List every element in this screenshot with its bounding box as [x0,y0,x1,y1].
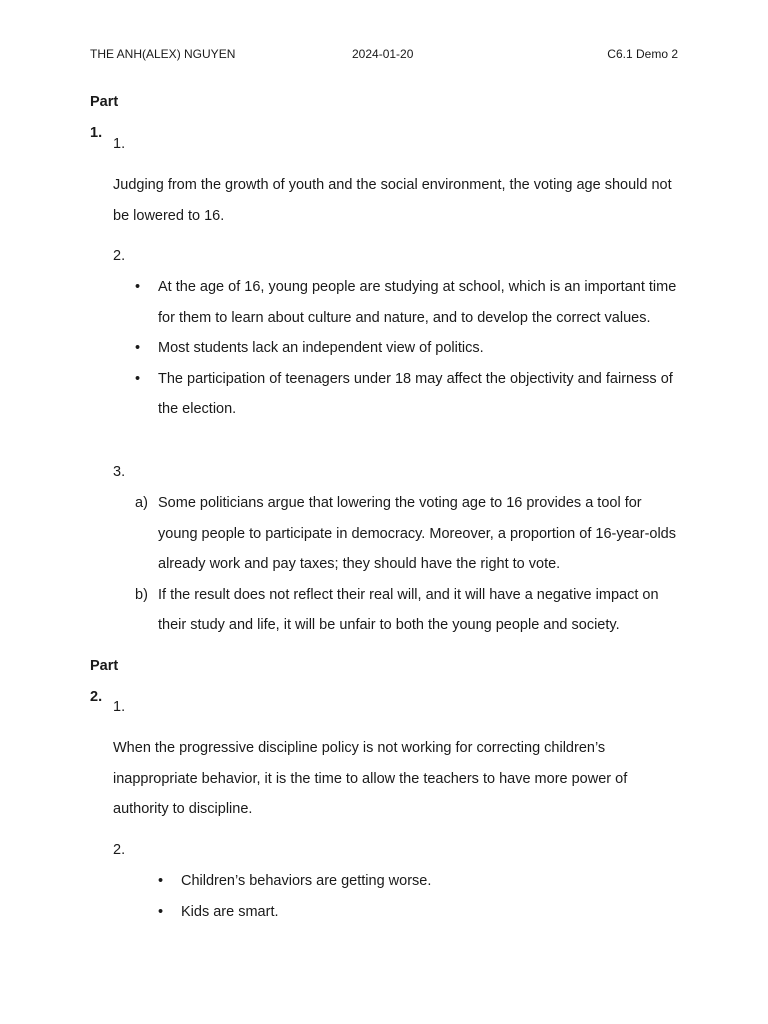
bullet-marker: • [135,340,141,357]
list-item-text: Some politicians argue that lowering the voting age to 16 provides a tool for young people to participate in democracy. Moreover, a proportion of 16-year-olds already work and pay taxes; they should have the right to vote. [158,495,676,573]
list-item-text: Most students lack an independent view of politics. [158,340,484,357]
list-letter: a) [135,495,148,511]
part1-title: Part 1. [90,94,119,141]
list-item-text: At the age of 16, young people are studying at school, which is an important time for them to learn about culture and nature, and to develop the correct values. [158,279,677,326]
part2-q1-number: 1. [113,699,126,715]
list-item [158,897,681,928]
part2-title: Part 2. [90,658,119,705]
part1-q1-number: 1. [113,136,126,152]
list-letter: b) [135,586,148,603]
list-item [135,580,680,641]
list-item-text: Children’s behaviors are getting worse. [181,873,432,889]
list-item [135,272,680,333]
list-item [135,364,680,425]
bullet-marker: • [158,903,164,920]
list-item [158,866,681,897]
list-item [135,333,680,364]
header-course: C6.1 Demo 2 [607,47,678,61]
header-author: THE ANH(ALEX) NGUYEN [90,47,236,61]
list-item [135,488,680,580]
bullet-marker: • [135,279,141,295]
part1-q3-number: 3. [113,464,126,480]
part1-q3-lettered-list [135,488,680,641]
header-date: 2024-01-20 [352,47,414,61]
list-item-text: The participation of teenagers under 18 may affect the objectivity and fairness of the election. [158,370,673,418]
part2-q2-number: 2. [113,842,126,858]
page-header [90,47,678,63]
list-item-text: Kids are smart. [181,903,279,920]
part2-q2-bullet-list [158,866,681,927]
list-item-text: If the result does not reflect their real will, and it will have a negative impact on their study and life, it will be unfair to both the young people and society. [158,586,659,634]
part2-q1-answer: When the progressive discipline policy is not working for correcting children’s inappropriate behavior, it is the time to allow the teachers to have more power of authority to discipline. [113,740,628,818]
part1-q1-answer: Judging from the growth of youth and the social environment, the voting age should not be lowered to 16. [113,177,672,224]
bullet-marker: • [135,370,141,387]
part1-q2-bullet-list [135,272,680,425]
bullet-marker: • [158,873,164,889]
part1-q2-number: 2. [113,248,126,264]
